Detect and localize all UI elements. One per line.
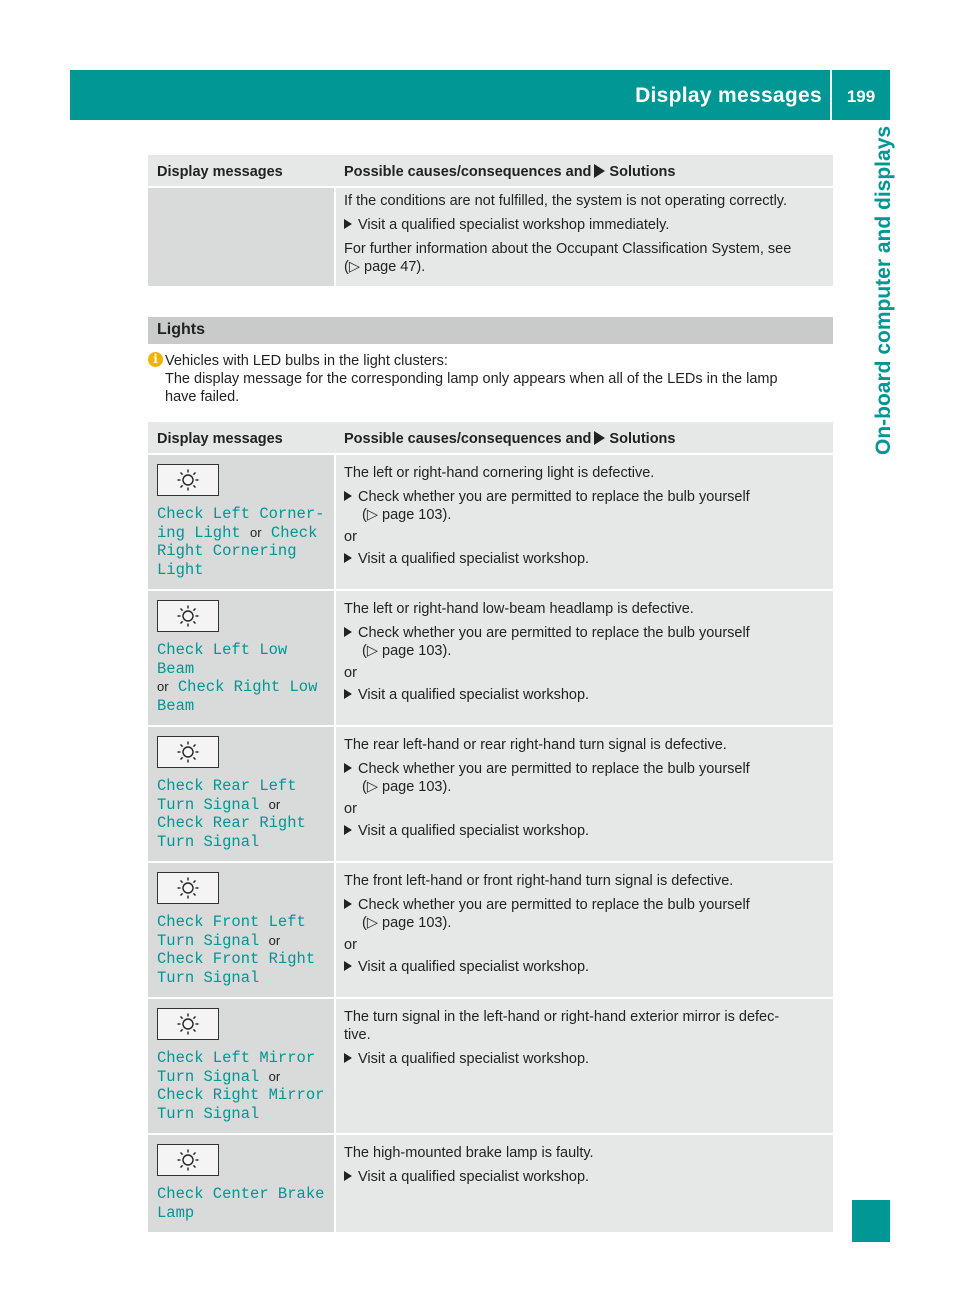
bulb-warning-icon <box>157 736 219 768</box>
solution-arrow-icon <box>594 431 605 445</box>
table-row <box>148 1134 833 1233</box>
step-arrow-icon <box>344 825 352 835</box>
step-arrow-icon <box>344 1171 352 1181</box>
message-cell <box>148 454 335 590</box>
bulb-warning-icon <box>157 464 219 496</box>
step-arrow-icon <box>344 219 352 229</box>
table-row <box>148 590 833 726</box>
cause-text: The left or right-hand cornering light is defective. <box>344 465 655 481</box>
step-arrow-icon <box>344 899 352 909</box>
display-message-text: Check Left Low Beam or Check Right Low Beam <box>157 641 318 715</box>
column-header-messages: Display messages <box>148 422 335 454</box>
cause-text: If the conditions are not fulfilled, the system is not operating correctly. <box>344 193 788 209</box>
display-message-text: Check Center Brake Lamp <box>157 1185 325 1222</box>
message-cell <box>148 1134 335 1233</box>
bulb-warning-icon <box>157 1008 219 1040</box>
page-title: Display messages <box>635 84 822 107</box>
solution-cell <box>335 998 833 1134</box>
solution-cell <box>335 862 833 998</box>
message-cell <box>148 187 335 287</box>
table-header-row <box>148 422 833 454</box>
step-arrow-icon <box>344 763 352 773</box>
column-header-solutions: Possible causes/consequences and Solutions <box>335 422 833 454</box>
section-heading-bar <box>148 317 833 344</box>
info-note: Vehicles with LED bulbs in the light clusters: The display message for the corresponding lamp only appears when all of the LEDs in the lamp have failed. <box>165 353 778 405</box>
step-arrow-icon <box>344 553 352 563</box>
section-tab-label: On-board computer and displays <box>872 125 895 455</box>
cause-text: The front left-hand or front right-hand turn signal is defective. <box>344 873 734 889</box>
step-arrow-icon <box>344 491 352 501</box>
display-message-text: Check Left Mirror Turn Signal or Check Right Mirror Turn Signal <box>157 1049 325 1123</box>
solution-cell <box>335 454 833 590</box>
or-text: or <box>344 529 357 545</box>
display-message-text: Check Front Left Turn Signal or Check Front Right Turn Signal <box>157 913 316 987</box>
display-message-text: Check Left Corner‐ ing Light or Check Right Cornering Light <box>157 505 325 579</box>
table-header-row <box>148 155 833 187</box>
or-text: or <box>344 665 357 681</box>
solution-step: Check whether you are permitted to replace the bulb yourself (▷ page 103). <box>344 488 825 524</box>
bulb-warning-icon <box>157 1144 219 1176</box>
table-row <box>148 454 833 590</box>
reference-text: For further information about the Occupant Classification System, see (▷ page 47). <box>344 241 792 275</box>
airbag-message-table <box>148 155 833 288</box>
solution-step: Visit a qualified specialist workshop immediately. <box>344 216 825 234</box>
column-header-solutions: Possible causes/consequences and Solutions <box>335 155 833 187</box>
solution-step: Visit a qualified specialist workshop. <box>344 686 825 704</box>
solution-step: Visit a qualified specialist workshop. <box>344 1050 825 1068</box>
section-tab-marker <box>852 1200 890 1242</box>
bulb-warning-icon <box>157 600 219 632</box>
or-text: or <box>344 937 357 953</box>
solution-cell <box>335 590 833 726</box>
message-cell <box>148 590 335 726</box>
step-arrow-icon <box>344 627 352 637</box>
step-arrow-icon <box>344 689 352 699</box>
cause-text: The left or right-hand low-beam headlamp is defective. <box>344 601 694 617</box>
cause-text: The rear left-hand or rear right-hand turn signal is defective. <box>344 737 727 753</box>
table-row <box>148 726 833 862</box>
solution-arrow-icon <box>594 164 605 178</box>
solution-step: Check whether you are permitted to replace the bulb yourself (▷ page 103). <box>344 896 825 932</box>
solution-step: Visit a qualified specialist workshop. <box>344 958 825 976</box>
solution-cell <box>335 726 833 862</box>
message-cell <box>148 726 335 862</box>
column-header-messages: Display messages <box>148 155 335 187</box>
message-cell <box>148 862 335 998</box>
page-number: 199 <box>846 87 876 106</box>
or-text: or <box>344 801 357 817</box>
lights-message-table <box>148 422 833 1234</box>
bulb-warning-icon <box>157 872 219 904</box>
step-arrow-icon <box>344 1053 352 1063</box>
section-heading-lights: Lights <box>157 321 205 338</box>
solution-step: Visit a qualified specialist workshop. <box>344 1168 825 1186</box>
solution-cell <box>335 187 833 287</box>
table-row <box>148 998 833 1134</box>
table-row <box>148 862 833 998</box>
solution-step: Visit a qualified specialist workshop. <box>344 550 825 568</box>
message-cell <box>148 998 335 1134</box>
cause-text: The turn signal in the left-hand or right-hand exterior mirror is defec- tive. <box>344 1009 780 1043</box>
cause-text: The high-mounted brake lamp is faulty. <box>344 1145 594 1161</box>
table-row <box>148 187 833 287</box>
solution-step: Check whether you are permitted to replace the bulb yourself (▷ page 103). <box>344 624 825 660</box>
solution-step: Check whether you are permitted to replace the bulb yourself (▷ page 103). <box>344 760 825 796</box>
info-icon: i <box>148 352 163 367</box>
solution-step: Visit a qualified specialist workshop. <box>344 822 825 840</box>
solution-cell <box>335 1134 833 1233</box>
display-message-text: Check Rear Left Turn Signal or Check Rear Right Turn Signal <box>157 777 306 851</box>
step-arrow-icon <box>344 961 352 971</box>
